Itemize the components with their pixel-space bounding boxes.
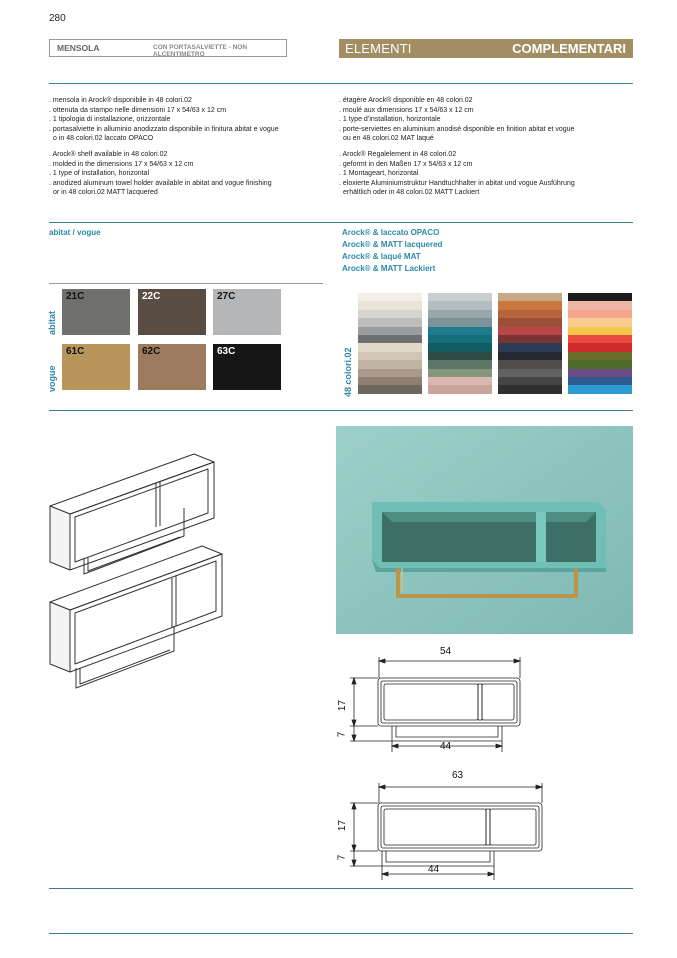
palette-chip xyxy=(358,343,422,352)
desc-fr-line: . moulé aux dimensions 17 x 54/63 x 12 cm xyxy=(339,106,474,114)
palette-chip xyxy=(358,327,422,336)
finish-title-it: Arock® & laccato OPACO xyxy=(342,228,440,237)
finish-code: 27C xyxy=(217,291,236,302)
palette-chip xyxy=(498,343,562,352)
palette-chip xyxy=(358,293,422,302)
drawings-divider xyxy=(49,410,633,411)
desc-de-line: . eloxierte Aluminiumstruktur Handtuchhalter in abitat und vogue Ausführung xyxy=(339,179,575,187)
product-subtitle: CON PORTASALVIETTE - NON ALCENTIMETRO xyxy=(153,44,248,58)
dim-small-rail-width: 44 xyxy=(440,741,452,752)
finish-swatch-27c xyxy=(213,289,281,335)
palette-chip xyxy=(428,352,492,361)
palette-chip xyxy=(498,327,562,336)
desc-it-line: . mensola in Arock® disponibile in 48 colori.02 xyxy=(49,97,192,104)
palette-chip xyxy=(358,335,422,344)
palette-chip xyxy=(358,318,422,327)
palette-chip xyxy=(498,318,562,327)
palette-chip xyxy=(428,385,492,394)
desc-de-line: erhältlich oder in 48 colori.02 MATT Lackiert xyxy=(343,189,480,197)
finish-swatch-63c xyxy=(213,344,281,390)
desc-it-line: . ottenuta da stampo nelle dimensioni 17 x 54/63 x 12 cm xyxy=(49,106,227,114)
palette-chip xyxy=(568,293,632,302)
desc-fr-line: ou en 48 colori.02 MAT laqué xyxy=(343,135,434,143)
palette-chip xyxy=(358,360,422,369)
dim-small-rail-drop: 7 xyxy=(336,731,348,738)
section-banner xyxy=(339,39,633,58)
desc-fr-line: . porte-serviettes en aluminium anodisé disponible en finition abitat et vogue xyxy=(339,125,575,133)
finishes-divider xyxy=(49,222,633,223)
palette-chip xyxy=(568,301,632,310)
palette-chip xyxy=(498,360,562,369)
section-title-light: ELEMENTI xyxy=(345,41,412,56)
palette-chip xyxy=(428,310,492,319)
bottom-divider-1 xyxy=(49,888,633,889)
finish-swatch-62c xyxy=(138,344,206,390)
palette-chip xyxy=(428,335,492,344)
section-title-bold: COMPLEMENTARI xyxy=(512,41,626,56)
dim-large-rail-drop: 7 xyxy=(336,854,348,861)
finish-code: 21C xyxy=(66,291,85,302)
finish-code: 63C xyxy=(217,346,236,357)
palette-chip xyxy=(568,327,632,336)
desc-en-line: . anodized aluminum towel holder available in abitat and vogue finishing xyxy=(49,179,272,187)
description-left xyxy=(49,96,329,198)
palette-chip xyxy=(498,369,562,378)
desc-en-line: . 1 type of installation, horizontal xyxy=(49,170,150,178)
palette-chip xyxy=(428,377,492,386)
palette-chip xyxy=(568,352,632,361)
finish-title-fr: Arock® & laqué MAT xyxy=(342,252,421,261)
palette-chip xyxy=(428,343,492,352)
bottom-divider-2 xyxy=(49,933,633,934)
palette-chip xyxy=(358,352,422,361)
desc-fr-line: . 1 type d’installation, horizontale xyxy=(339,116,441,124)
finish-code: 62C xyxy=(142,346,161,357)
desc-de-line: . 1 Montageart, horizontal xyxy=(339,170,419,178)
palette-chip xyxy=(428,369,492,378)
desc-it-line: . 1 tipologia di installazione, orizzontale xyxy=(49,116,171,124)
finish-left-divider xyxy=(49,283,323,284)
palette-chip xyxy=(498,293,562,302)
finish-code: 61C xyxy=(66,346,85,357)
finishes-left-title: abitat / vogue xyxy=(49,228,101,237)
palette-chip xyxy=(568,377,632,386)
dim-small-width: 54 xyxy=(440,646,452,657)
finish-swatch-61c xyxy=(62,344,130,390)
palette-chip xyxy=(358,301,422,310)
finish-swatch-22c xyxy=(138,289,206,335)
palette-chip xyxy=(358,310,422,319)
finish-swatch-21c xyxy=(62,289,130,335)
palette-chip xyxy=(498,352,562,361)
dimension-drawing-large xyxy=(330,770,550,885)
dim-large-width: 63 xyxy=(452,770,464,781)
palette-chip xyxy=(498,377,562,386)
desc-de-line: . Arock® Regalelement in 48 colori.02 xyxy=(339,150,457,158)
row-label-abitat: abitat xyxy=(47,310,57,335)
finish-title-en: Arock® & MATT lacquered xyxy=(342,240,443,249)
desc-it-line: . portasalviette in alluminio anodizzato disponibile in finitura abitat e vogue xyxy=(49,125,279,133)
palette-chip xyxy=(568,343,632,352)
description-right xyxy=(339,96,633,198)
finish-code: 22C xyxy=(142,291,161,302)
desc-it-line: o in 48 colori.02 laccato OPACO xyxy=(53,135,154,143)
finish-title-de: Arock® & MATT Lackiert xyxy=(342,264,436,273)
desc-en-line: . molded in the dimensions 17 x 54/63 x 12 cm xyxy=(49,160,194,168)
desc-en-line: or in 48 colori.02 MATT lacquered xyxy=(53,189,158,197)
shelf-line-drawing xyxy=(44,450,224,695)
row-label-vogue: vogue xyxy=(47,365,57,392)
palette-chip xyxy=(428,327,492,336)
desc-de-line: . geformt in den Maßen 17 x 54/63 x 12 cm xyxy=(339,160,473,168)
shelf-photo xyxy=(336,426,633,634)
palette-chip xyxy=(568,335,632,344)
palette-chip xyxy=(358,385,422,394)
palette-chip xyxy=(358,369,422,378)
desc-en-line: . Arock® shelf available in 48 colori.02 xyxy=(49,150,168,158)
palette-chip xyxy=(358,377,422,386)
product-title: MENSOLA xyxy=(57,43,100,53)
finishes-right-titles xyxy=(342,227,442,275)
palette-chip xyxy=(498,335,562,344)
palette-label: 48 colori.02 xyxy=(343,347,353,397)
palette-chip xyxy=(498,310,562,319)
palette-chip xyxy=(568,369,632,378)
dim-small-height: 17 xyxy=(337,699,349,712)
dim-large-rail-width: 44 xyxy=(428,864,440,875)
palette-chip xyxy=(568,385,632,394)
palette-chip xyxy=(428,360,492,369)
dimension-drawing-small xyxy=(330,640,530,755)
top-divider xyxy=(49,83,633,84)
palette-chip xyxy=(568,310,632,319)
palette-chip xyxy=(428,301,492,310)
page-number: 280 xyxy=(49,13,66,24)
palette-chip xyxy=(498,301,562,310)
palette-chip xyxy=(568,360,632,369)
desc-fr-line: . étagère Arock® disponible en 48 colori.02 xyxy=(339,97,473,104)
palette-chip xyxy=(428,293,492,302)
palette-chip xyxy=(428,318,492,327)
product-header xyxy=(49,39,287,57)
palette-chip xyxy=(498,385,562,394)
palette-chip xyxy=(568,318,632,327)
dim-large-height: 17 xyxy=(337,819,349,832)
